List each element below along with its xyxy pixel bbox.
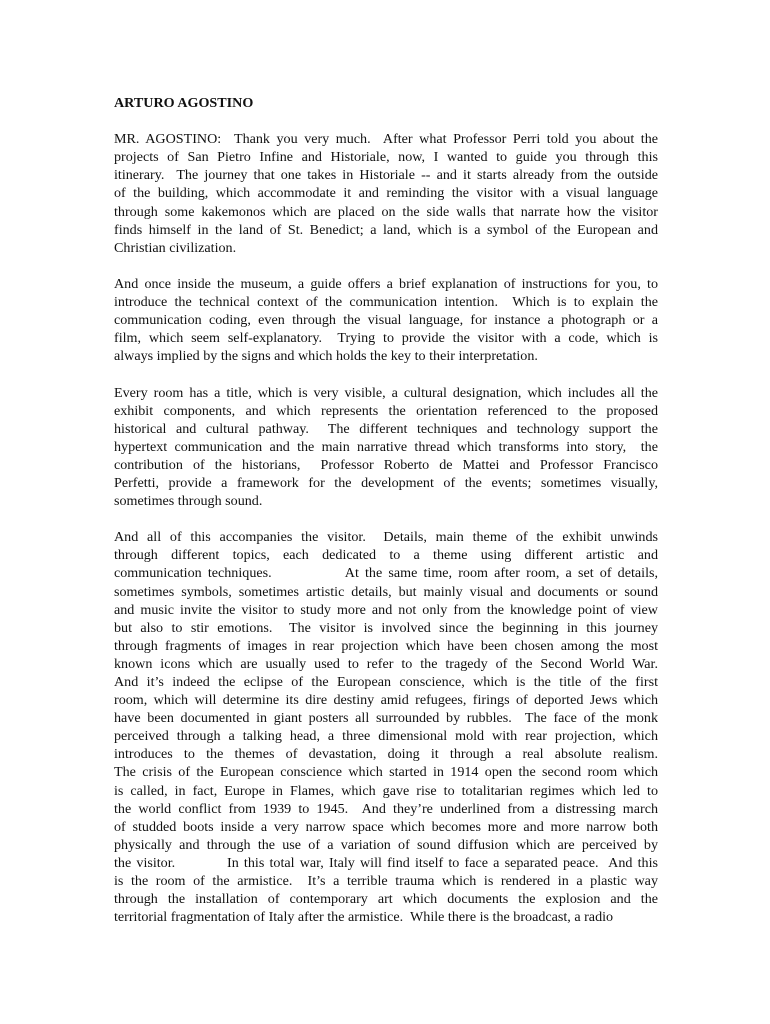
text-line: sometimes through sound. — [114, 493, 263, 510]
paragraph-2 — [114, 275, 658, 365]
transcript-body — [114, 130, 658, 926]
document-page — [114, 94, 658, 944]
text-line: is the room of the armistice. It’s a terrible trauma which is rendered in a plastic way — [114, 873, 658, 890]
paragraph-1 — [114, 130, 658, 257]
speaker-heading: ARTURO AGOSTINO — [114, 95, 254, 111]
text-line: is called, in fact, Europe in Flames, which gave rise to totalitarian regimes which led to — [114, 782, 658, 799]
text-line: introduces to the themes of devastation, doing it through a real absolute realism. — [114, 746, 658, 763]
text-line: contribution of the historians, Professor Roberto de Mattei and Professor Francisco — [114, 456, 658, 473]
text-line: room, which will determine its dire destiny amid refugees, firings of deported Jews which — [114, 692, 658, 709]
text-line: sometimes symbols, sometimes artistic details, but mainly visual and documents or sound — [114, 583, 658, 600]
text-line: known icons which are usually used to refer to the tragedy of the Second World War. — [114, 655, 658, 672]
text-line: physically and through the use of a variation of sound diffusion which are perceived by — [114, 836, 658, 853]
text-line: Christian civilization. — [114, 239, 237, 256]
text-line: communication coding, even through the visual language, for instance a photograph or a — [114, 312, 658, 329]
text-line: communication techniques. At the same time, room after room, a set of details, — [114, 565, 658, 582]
text-line: And once inside the museum, a guide offers a brief explanation of instructions for you, to — [114, 275, 658, 292]
text-line: exhibit components, and which represents the orientation referenced to the proposed — [114, 402, 658, 419]
text-line: introduce the technical context of the communication intention. Which is to explain the — [114, 294, 658, 311]
text-line: through the installation of contemporary art which documents the explosion and the — [114, 891, 658, 908]
text-line: the visitor. In this total war, Italy will find itself to face a separated peace. And this — [114, 854, 658, 871]
text-line: Perfetti, provide a framework for the development of the events; sometimes visually, — [114, 474, 658, 491]
text-line: always implied by the signs and which holds the key to their interpretation. — [114, 348, 538, 365]
paragraph-3 — [114, 384, 658, 511]
text-line: through fragments of images in rear projection which have been chosen among the most — [114, 637, 658, 654]
text-line: territorial fragmentation of Italy after the armistice. While there is the broadcast, a radio — [114, 909, 614, 926]
text-line: itinerary. The journey that one takes in Historiale -- and it starts already from the outside — [114, 167, 658, 184]
text-line: MR. AGOSTINO: Thank you very much. After what Professor Perri told you about the — [114, 131, 658, 148]
text-line: And all of this accompanies the visitor. Details, main theme of the exhibit unwinds — [114, 529, 658, 546]
text-line: and music invite the visitor to study more and not only from the knowledge point of view — [114, 601, 658, 618]
text-line: through some kakemonos which are placed on the side walls that narrate how the visitor — [114, 203, 658, 220]
text-line: of the building, which accommodate it and reminding the visitor with a visual language — [114, 185, 658, 202]
text-line: finds himself in the land of St. Benedict; a land, which is a symbol of the European and — [114, 221, 658, 238]
text-line: projects of San Pietro Infine and Historiale, now, I wanted to guide you through this — [114, 149, 658, 166]
text-line: And it’s indeed the eclipse of the European conscience, which is the title of the first — [114, 674, 658, 690]
text-line: Every room has a title, which is very visible, a cultural designation, which includes all the — [114, 384, 658, 401]
text-line: through different topics, each dedicated to a theme using different artistic and — [114, 547, 658, 564]
text-line: historical and cultural pathway. The different techniques and technology support the — [114, 420, 658, 437]
text-line: the world conflict from 1939 to 1945. And they’re underlined from a distressing march — [114, 800, 658, 817]
text-line: perceived through a talking head, a three dimensional mold with rear projection, which — [114, 728, 658, 745]
text-line: have been documented in giant posters all surrounded by rubbles. The face of the monk — [114, 710, 658, 727]
text-line: but also to stir emotions. The visitor is involved since the beginning in this journey — [114, 619, 658, 636]
text-line: The crisis of the European conscience which started in 1914 open the second room which — [114, 764, 658, 781]
paragraph-4 — [114, 528, 658, 926]
text-line: film, which seem self-explanatory. Trying to provide the visitor with a code, which is — [114, 330, 658, 347]
text-line: hypertext communication and the main narrative thread which transforms into story, the — [114, 438, 658, 455]
text-line: of studded boots inside a very narrow space which becomes more and more narrow both — [114, 818, 658, 835]
